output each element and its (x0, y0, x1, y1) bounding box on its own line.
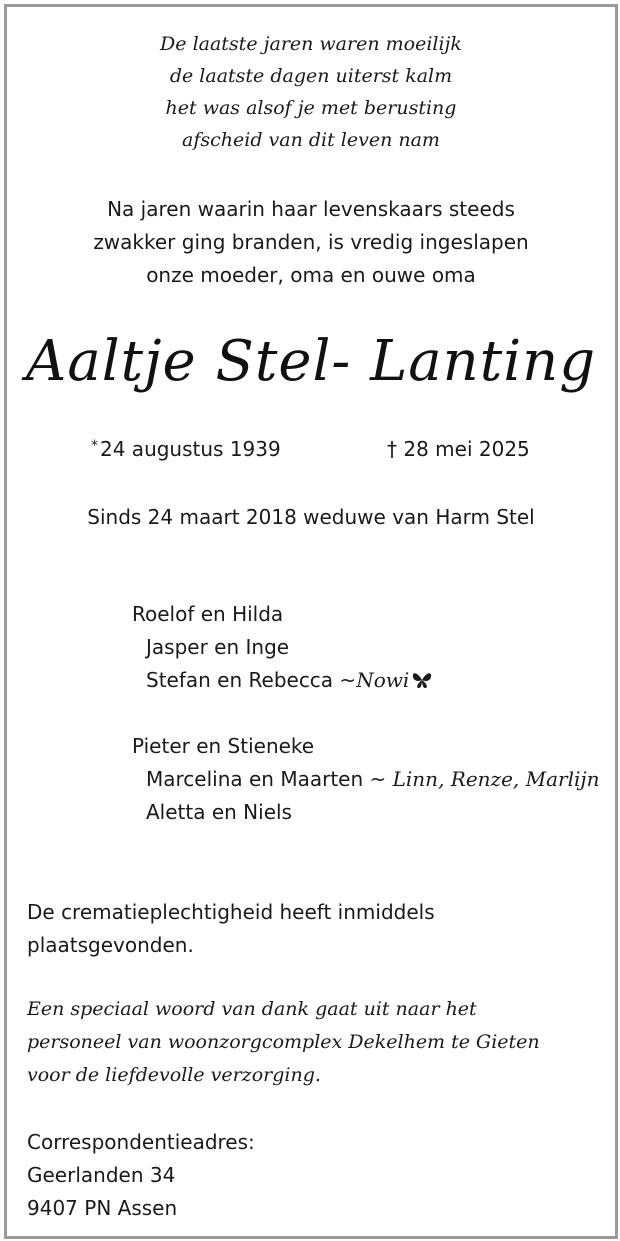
death-date: † 28 mei 2025 (387, 437, 530, 461)
family-child-names: Marcelina en Maarten ~ (146, 767, 393, 791)
widow-line: Sinds 24 maart 2018 weduwe van Harm Stel (87, 505, 535, 529)
family-child-names: Stefan en Rebecca ~ (146, 668, 357, 692)
butterfly-icon (411, 670, 433, 690)
notice-line: plaatsgevonden. (27, 933, 194, 957)
address-city: 9407 PN Assen (27, 1196, 178, 1220)
thanks-line: personeel van woonzorgcomplex Dekelhem te Gieten (27, 1031, 540, 1053)
intro-line: onze moeder, oma en ouwe oma (146, 263, 476, 287)
intro-line: zwakker ging branden, is vredig ingeslapen (93, 230, 529, 254)
birth-symbol: * (91, 438, 98, 454)
poem-line: De laatste jaren waren moeilijk (160, 33, 462, 55)
birth-date-text: 24 augustus 1939 (100, 437, 281, 461)
poem-line: de laatste dagen uiterst kalm (169, 65, 453, 87)
grandchild-names: Linn, Renze, Marlijn (392, 767, 600, 791)
family-child (146, 767, 599, 791)
poem-line: afscheid van dit leven nam (182, 129, 440, 151)
notice-line: De crematieplechtigheid heeft inmiddels (27, 900, 435, 924)
thanks-line: voor de liefdevolle verzorging. (27, 1064, 321, 1086)
address-street: Geerlanden 34 (27, 1163, 176, 1187)
address-label: Correspondentieadres: (27, 1130, 255, 1154)
family-child: Aletta en Niels (146, 800, 292, 824)
family-child: Jasper en Inge (146, 635, 290, 659)
birth-date (91, 437, 281, 461)
family-child (146, 668, 433, 692)
deceased-name: Aaltje Stel- Lanting (25, 329, 597, 394)
family-parent: Pieter en Stieneke (132, 734, 315, 758)
poem-line: het was alsof je met berusting (165, 97, 457, 119)
grandchild-names: Nowi (356, 668, 410, 692)
family-parent: Roelof en Hilda (132, 602, 284, 626)
obituary-card (4, 4, 618, 1239)
thanks-line: Een speciaal woord van dank gaat uit naar het (27, 998, 477, 1020)
intro-line: Na jaren waarin haar levenskaars steeds (107, 197, 515, 221)
